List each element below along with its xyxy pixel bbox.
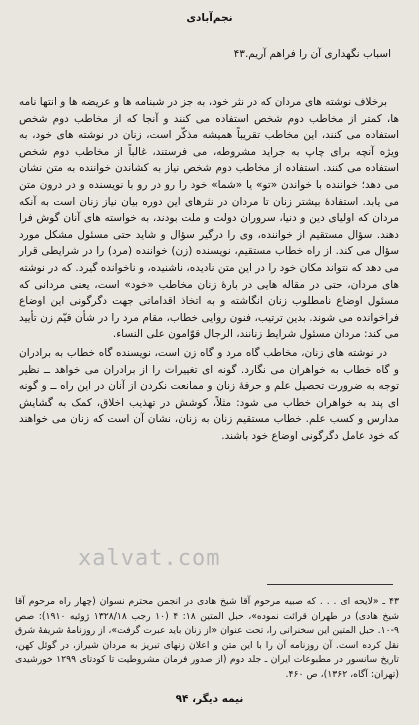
- watermark: xalvat.com: [78, 546, 221, 571]
- paragraph-1: برخلاف نوشته های مردان که در نثر خود، به جز در شبنامه ها و عریضه ها و انتها نامه ها، کمتر از مخاطب دوم شخص استفاده می کنند و آنجا که از مخاطب دوم شخص استفاده می کنند، این مخاطب تقریباً همیشه مذکّر است، زنان در نوشته های خود، به ویژه آنچه برای چاپ به جراید مشروطه، می فرستند، غالباً از مخاطب دوم شخص استفاده می کنند. استفاده از مخاطب دوم شخص نیاز به کشاندن خواننده به متن نشان می دهد؛ خواننده با خواندن «تو» یا «شما» خود را رو در رو با نویسنده و در درون متن می یابد. استفادهٔ بیشتر زنان تا مردان در نثرهای این دوره بیان نیاز زنان است به آنکه مردان که اولیای دین و دنیا، سروران دولت و ملت بودند، به خواسته های آنان گوش فرا دهند. سؤال مستقیم از خواننده، وی را درگیر سؤال و شاید حتی مسئول مشکل مورد سؤال می کند. از راه خطاب مستقیم، نویسنده (زن) خواننده (مرد) را در شرایطی قرار می دهد که نتواند مکان خود را در این متن نادیده، ناشنیده، و ناخوانده گیرد. که در نوشته های مردان، حتی در مقاله هایی در بارهٔ زنان مخاطب «خود» است، یعنی مردانی که مسئول اوضاع نامطلوب زنان انگاشته و به اتخاذ اقداماتی جهت دگرگونی این اوضاع فراخوانده می شوند. بدین ترتیب، فنون روایی خطاب، مقام مرد را در شأن قیّم زن تأیید می کند: مردان مسئول شرایط زنانند، الرجال قوّامون علی النساء.: [19, 96, 399, 341]
- paragraph-2: در نوشته های زنان، مخاطب گاه مرد و گاه زن است، نویسنده گاه خطاب به برادران و گاه خطاب به خواهران می نگارد. گونه ای تغییرات را از برادران می خواهد ــ نظیر توجه به ضرورت تحصیل علم و حرفهٔ زنان و ممانعت نکردن از آنان در این راه ــ و گونه ای پند به خواهران خطاب می شود: مثلاً، کوشش در تهذیب اخلاق، کمک به گشایش مدارس و کسب علم. خطاب مستقیم زنان به زنان، نشان آن است که زنان می خواهند که خود عامل دگرگونی اوضاع خود باشند.: [19, 346, 399, 442]
- page-footer: نیمه دیگر، ۹۴: [175, 693, 244, 705]
- footnote-divider: [267, 584, 393, 585]
- main-text: [19, 94, 399, 444]
- intro-line: اسباب نگهداری آن را فراهم آریم.۴۳: [233, 48, 391, 60]
- footnote-43: ۴۳ ـ «لایحه ای . . . که صبیه مرحوم آقا شیخ هادی در انجمن محترم نسوان (چهار راه مرحوم آقا شیخ هادی) در طهران قرائت نموده»، حبل المتین ۱۸: ۴ (۱۰ رجب ۱۳۲۸/۱۸ ژوئیه ۱۹۱۰): صص ۹-۱۰. حبل المتین این سخنرانی را، تحت عنوان «از زنان باید عبرت گرفت»، از روزنامهٔ شریفهٔ شرق نقل کرده است. آن روزنامه آن را با این متن و اعلان زنهای تبریز به مردان شیراز، در گوئل کهن، تاریخ سانسور در مطبوعات ایران ـ جلد دوم (از صدور فرمان مشروطیت تا کودتای ۱۲۹۹ خورشیدی (تهران: آگاه، ۱۳۶۲)، ص ۴۶۰.: [15, 596, 400, 680]
- running-header: نجم‌آبادی: [186, 12, 233, 24]
